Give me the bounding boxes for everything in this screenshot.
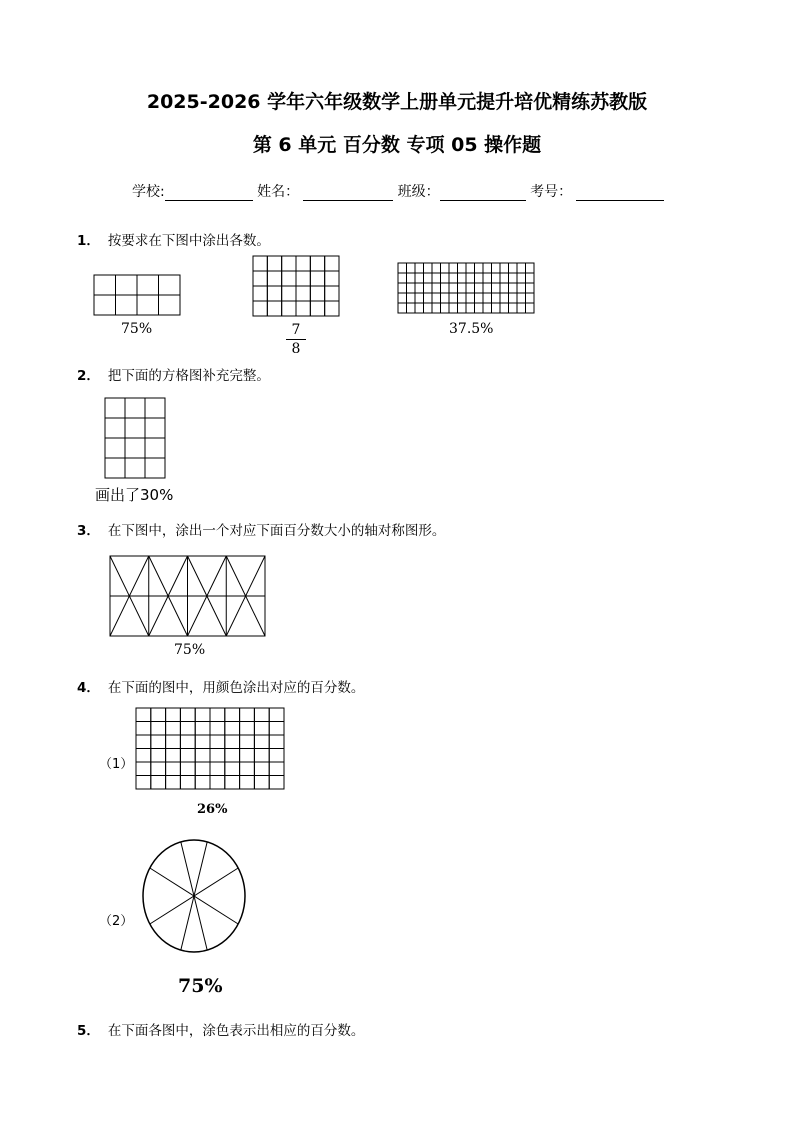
question-5: 5． 在下面各图中，涂色表示出相应的百分数。 [77, 1023, 365, 1039]
grid-cell[interactable] [151, 762, 166, 776]
grid-cell[interactable] [151, 735, 166, 749]
grid-cell[interactable] [492, 293, 501, 303]
grid-cell[interactable] [210, 762, 225, 776]
caption-26-percent: 26% [197, 802, 228, 817]
grid-cell[interactable] [475, 303, 484, 313]
grid-cell[interactable] [151, 722, 166, 736]
grid-cell[interactable] [517, 293, 526, 303]
grid-cell[interactable] [136, 722, 151, 736]
grid-cell[interactable] [325, 256, 339, 271]
grid-cell[interactable] [415, 273, 424, 283]
grid-cell[interactable] [517, 283, 526, 293]
grid-cell[interactable] [441, 293, 450, 303]
grid-cell[interactable] [509, 263, 518, 273]
grid-cell[interactable] [269, 708, 284, 722]
class-label: 班级： [397, 184, 440, 200]
grid-cell[interactable] [166, 749, 181, 763]
grid-cell[interactable] [483, 273, 492, 283]
grid-cell[interactable] [398, 303, 407, 313]
grid-cell[interactable] [500, 293, 509, 303]
grid-cell[interactable] [500, 273, 509, 283]
grid-cell[interactable] [424, 263, 433, 273]
grid-cell[interactable] [195, 708, 210, 722]
grid-cell[interactable] [475, 293, 484, 303]
grid-cell[interactable] [449, 273, 458, 283]
grid-cell[interactable] [105, 458, 125, 478]
grid-cell[interactable] [407, 283, 416, 293]
name-field[interactable] [303, 184, 393, 201]
grid-cell[interactable] [500, 283, 509, 293]
grid-cell[interactable] [296, 301, 310, 316]
grid-cell[interactable] [151, 776, 166, 790]
grid-cell[interactable] [424, 283, 433, 293]
grid-cell[interactable] [195, 735, 210, 749]
grid-cell[interactable] [398, 263, 407, 273]
grid-cell[interactable] [253, 271, 267, 286]
grid-3x4[interactable] [105, 398, 165, 478]
question-3-text: 在下图中，涂出一个对应下面百分数大小的轴对称图形。 [107, 523, 446, 539]
grid-cell[interactable] [415, 263, 424, 273]
grid-cell[interactable] [517, 263, 526, 273]
caption-75-percent-q4: 75% [178, 975, 223, 997]
grid-cell[interactable] [449, 293, 458, 303]
grid-cell[interactable] [145, 458, 165, 478]
grid-cell[interactable] [449, 303, 458, 313]
grid-cell[interactable] [449, 263, 458, 273]
grid-cell[interactable] [269, 776, 284, 790]
question-3: 3． 在下图中，涂出一个对应下面百分数大小的轴对称图形。 [77, 523, 446, 539]
grid-cell[interactable] [125, 458, 145, 478]
grid-6x4[interactable] [253, 256, 339, 316]
grid-cell[interactable] [137, 275, 159, 295]
grid-cell[interactable] [415, 303, 424, 313]
grid-cell[interactable] [310, 301, 324, 316]
grid-cell[interactable] [240, 776, 255, 790]
student-info [132, 181, 664, 201]
exam-no-field[interactable] [576, 184, 664, 201]
grid-cell[interactable] [483, 293, 492, 303]
school-label: 学校: [132, 184, 165, 200]
grid-cell[interactable] [432, 293, 441, 303]
grid-cell[interactable] [509, 283, 518, 293]
grid-cell[interactable] [254, 762, 269, 776]
grid-cell[interactable] [253, 256, 267, 271]
grid-cell[interactable] [424, 303, 433, 313]
grid-cell[interactable] [466, 263, 475, 273]
grid-cell[interactable] [432, 303, 441, 313]
grid-cell[interactable] [116, 295, 138, 315]
school-field[interactable] [165, 184, 253, 201]
grid-cell[interactable] [458, 303, 467, 313]
grid-cell[interactable] [509, 303, 518, 313]
grid-cell[interactable] [151, 749, 166, 763]
grid-cell[interactable] [424, 293, 433, 303]
grid-cell[interactable] [195, 722, 210, 736]
grid-cell[interactable] [475, 283, 484, 293]
grid-cell[interactable] [180, 722, 195, 736]
grid-cell[interactable] [254, 708, 269, 722]
grid-4x2[interactable] [94, 275, 180, 315]
grid-cell[interactable] [415, 293, 424, 303]
caption-75-percent: 75% [121, 321, 153, 337]
grid-cell[interactable] [475, 273, 484, 283]
grid-cell[interactable] [210, 722, 225, 736]
grid-cell[interactable] [210, 749, 225, 763]
grid-cell[interactable] [116, 275, 138, 295]
sub-label-1: （1） [99, 757, 134, 772]
question-4-text: 在下面的图中，用颜色涂出对应的百分数。 [107, 680, 365, 696]
grid-cell[interactable] [432, 273, 441, 283]
grid-cell[interactable] [269, 735, 284, 749]
grid-16x5[interactable] [398, 263, 534, 313]
grid-cell[interactable] [210, 776, 225, 790]
grid-cell[interactable] [94, 275, 116, 295]
grid-cell[interactable] [254, 776, 269, 790]
grid-cell[interactable] [145, 418, 165, 438]
grid-cell[interactable] [325, 286, 339, 301]
grid-cell[interactable] [466, 283, 475, 293]
name-label: 姓名： [257, 184, 300, 200]
grid-cell[interactable] [253, 301, 267, 316]
grid-cell[interactable] [136, 708, 151, 722]
grid-cell[interactable] [269, 762, 284, 776]
grid-cell[interactable] [210, 735, 225, 749]
grid-cell[interactable] [254, 735, 269, 749]
grid-cell[interactable] [432, 283, 441, 293]
grid-cell[interactable] [195, 776, 210, 790]
grid-cell[interactable] [500, 303, 509, 313]
grid-cell[interactable] [398, 273, 407, 283]
grid-cell[interactable] [136, 735, 151, 749]
grid-cell[interactable] [269, 749, 284, 763]
grid-cell[interactable] [180, 735, 195, 749]
grid-cell[interactable] [483, 283, 492, 293]
grid-cell[interactable] [526, 293, 535, 303]
grid-cell[interactable] [415, 283, 424, 293]
grid-cell[interactable] [240, 735, 255, 749]
grid-cell[interactable] [267, 256, 281, 271]
grid-cell[interactable] [296, 286, 310, 301]
grid-cell[interactable] [441, 263, 450, 273]
grid-cell[interactable] [105, 438, 125, 458]
grid-cell[interactable] [509, 273, 518, 283]
grid-cell[interactable] [94, 295, 116, 315]
grid-cell[interactable] [325, 271, 339, 286]
grid-cell[interactable] [180, 762, 195, 776]
grid-cell[interactable] [449, 283, 458, 293]
grid-cell[interactable] [180, 708, 195, 722]
grid-cell[interactable] [254, 749, 269, 763]
grid-cell[interactable] [466, 293, 475, 303]
grid-cell[interactable] [517, 273, 526, 283]
grid-10x6[interactable] [136, 708, 284, 789]
grid-cell[interactable] [240, 749, 255, 763]
grid-cell[interactable] [195, 749, 210, 763]
grid-cell[interactable] [407, 293, 416, 303]
grid-cell[interactable] [225, 776, 240, 790]
grid-cell[interactable] [310, 286, 324, 301]
caption-37-5-percent: 37.5% [449, 321, 494, 337]
question-5-text: 在下面各图中，涂色表示出相应的百分数。 [107, 1023, 365, 1039]
page-subtitle: 第 6 单元 百分数 专项 05 操作题 [252, 134, 542, 156]
caption-75-percent-q3: 75% [174, 642, 206, 658]
grid-cell[interactable] [105, 418, 125, 438]
grid-cell[interactable] [424, 273, 433, 283]
grid-cell[interactable] [282, 271, 296, 286]
grid-cell[interactable] [145, 438, 165, 458]
grid-cell[interactable] [166, 735, 181, 749]
grid-cell[interactable] [240, 708, 255, 722]
grid-cell[interactable] [125, 438, 145, 458]
grid-cell[interactable] [267, 271, 281, 286]
grid-cell[interactable] [267, 301, 281, 316]
grid-cell[interactable] [458, 263, 467, 273]
grid-cell[interactable] [166, 708, 181, 722]
sub-label-2: （2） [99, 914, 134, 929]
grid-cell[interactable] [325, 301, 339, 316]
grid-cell[interactable] [466, 303, 475, 313]
grid-cell[interactable] [441, 273, 450, 283]
grid-cell[interactable] [136, 776, 151, 790]
grid-cell[interactable] [475, 263, 484, 273]
grid-cell[interactable] [145, 398, 165, 418]
grid-cell[interactable] [407, 263, 416, 273]
grid-cell[interactable] [526, 273, 535, 283]
grid-cell[interactable] [466, 273, 475, 283]
page-title: 2025-2026 学年六年级数学上册单元提升培优精练苏教版 [146, 91, 648, 113]
grid-cell[interactable] [125, 418, 145, 438]
grid-cell[interactable] [159, 295, 181, 315]
grid-cell[interactable] [282, 301, 296, 316]
grid-cell[interactable] [432, 263, 441, 273]
question-1: 1． 按要求在下图中涂出各数。 [77, 233, 270, 249]
grid-cell[interactable] [166, 762, 181, 776]
grid-cell[interactable] [310, 271, 324, 286]
grid-cell[interactable] [105, 398, 125, 418]
grid-cell[interactable] [492, 263, 501, 273]
grid-cell[interactable] [398, 293, 407, 303]
grid-cell[interactable] [407, 273, 416, 283]
grid-cell[interactable] [483, 303, 492, 313]
grid-cell[interactable] [492, 273, 501, 283]
class-field[interactable] [440, 184, 526, 201]
grid-cell[interactable] [296, 271, 310, 286]
grid-cell[interactable] [166, 722, 181, 736]
grid-cell[interactable] [492, 303, 501, 313]
grid-cell[interactable] [441, 303, 450, 313]
grid-cell[interactable] [492, 283, 501, 293]
grid-cell[interactable] [526, 263, 535, 273]
grid-cell[interactable] [458, 273, 467, 283]
grid-cell[interactable] [136, 749, 151, 763]
grid-cell[interactable] [225, 722, 240, 736]
grid-cell[interactable] [225, 708, 240, 722]
fraction-seven-eighths: 7 8 [286, 322, 306, 357]
grid-cell[interactable] [159, 275, 181, 295]
grid-cell[interactable] [253, 286, 267, 301]
grid-cell[interactable] [180, 776, 195, 790]
grid-cell[interactable] [136, 762, 151, 776]
grid-cell[interactable] [180, 749, 195, 763]
exam-no-label: 考号： [530, 184, 573, 200]
grid-cell[interactable] [458, 293, 467, 303]
question-1-text: 按要求在下图中涂出各数。 [107, 233, 270, 249]
grid-cell[interactable] [398, 283, 407, 293]
grid-cell[interactable] [225, 762, 240, 776]
grid-cell[interactable] [225, 749, 240, 763]
grid-cell[interactable] [517, 303, 526, 313]
grid-cell[interactable] [310, 256, 324, 271]
caption-drew-30-percent: 画出了30% [95, 486, 174, 504]
triangle-grid-rectangle[interactable] [110, 556, 265, 636]
grid-cell[interactable] [151, 708, 166, 722]
grid-cell[interactable] [269, 722, 284, 736]
grid-cell[interactable] [210, 708, 225, 722]
grid-cell[interactable] [225, 735, 240, 749]
grid-cell[interactable] [509, 293, 518, 303]
grid-cell[interactable] [267, 286, 281, 301]
grid-cell[interactable] [407, 303, 416, 313]
grid-cell[interactable] [441, 283, 450, 293]
grid-cell[interactable] [240, 722, 255, 736]
grid-cell[interactable] [195, 762, 210, 776]
grid-cell[interactable] [500, 263, 509, 273]
grid-cell[interactable] [166, 776, 181, 790]
grid-cell[interactable] [526, 283, 535, 293]
fraction-bar [286, 339, 306, 340]
grid-cell[interactable] [526, 303, 535, 313]
grid-cell[interactable] [282, 286, 296, 301]
question-2-text: 把下面的方格图补充完整。 [107, 368, 270, 384]
grid-cell[interactable] [137, 295, 159, 315]
grid-cell[interactable] [282, 256, 296, 271]
grid-cell[interactable] [240, 762, 255, 776]
grid-cell[interactable] [254, 722, 269, 736]
question-2: 2． 把下面的方格图补充完整。 [77, 368, 270, 384]
grid-cell[interactable] [125, 398, 145, 418]
grid-cell[interactable] [458, 283, 467, 293]
grid-cell[interactable] [296, 256, 310, 271]
circle-8-sectors[interactable] [143, 840, 245, 952]
grid-cell[interactable] [483, 263, 492, 273]
question-4: 4． 在下面的图中，用颜色涂出对应的百分数。 [77, 680, 365, 696]
